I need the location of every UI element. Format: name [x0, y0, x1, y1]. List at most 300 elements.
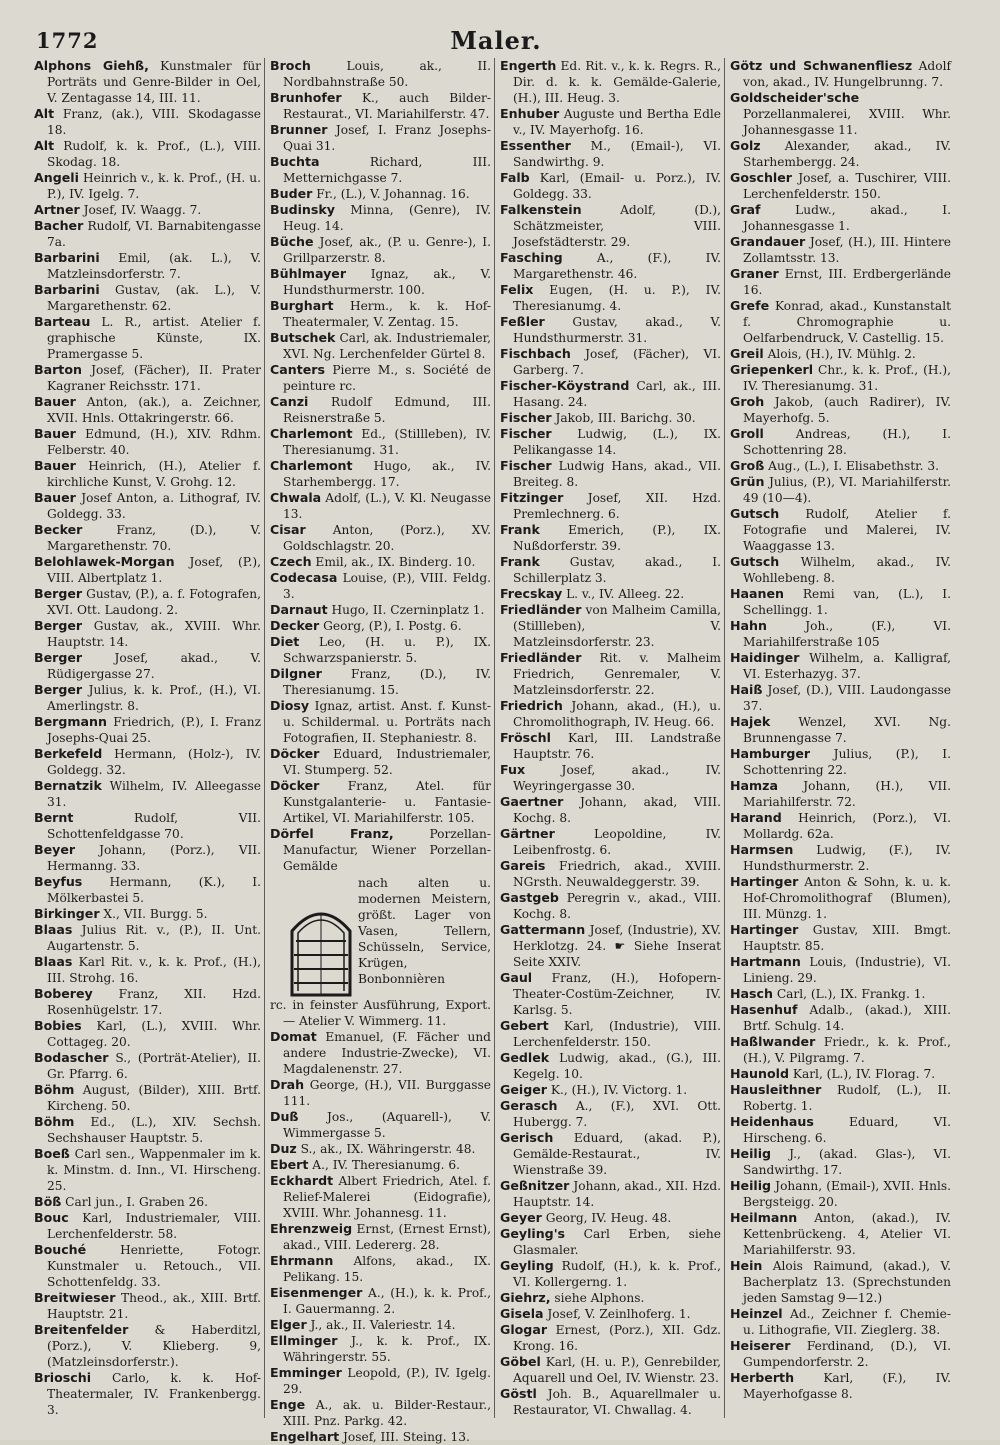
entry-text: L. v., IV. Alleeg. 22. — [562, 587, 685, 601]
entry-name: Döcker — [270, 746, 320, 761]
entry-text: Josef, a. Tuschirer, VIII. Lerchenfelderstr. 150. — [743, 171, 951, 201]
entry-name: Beyer — [34, 842, 76, 857]
entry-text: Ed., (L.), XIV. Sechsh. Sechshauser Hauptstr. 5. — [47, 1115, 261, 1145]
directory-entry — [730, 266, 951, 298]
directory-entry — [730, 1258, 951, 1306]
entry-text: nach alten u. modernen Meistern, größt. Lager von Vasen, Tellern, Schüsseln, Service, Krügen, Bonbonnièren — [358, 876, 491, 986]
directory-entry — [34, 714, 261, 746]
entry-text: Auguste und Bertha Edle v., IV. Mayerhofg. 16. — [513, 107, 721, 137]
entry-name: Alt — [34, 106, 55, 121]
directory-entry — [34, 682, 261, 714]
entry-text: Anton & Sohn, k. u. k. Hof-Chromolithograf (Blumen), III. Münzg. 1. — [743, 875, 951, 921]
entry-text: Johann, (Email-), XVII. Hnls. Bergsteigg. 20. — [743, 1179, 951, 1209]
directory-entry — [270, 875, 491, 997]
entry-name: Emminger — [270, 1365, 342, 1380]
entry-text: von Malheim Camilla, (Stillleben), V. Matzleinsdorferstr. 23. — [513, 603, 721, 649]
entry-text: Josef, I. Franz Josephs-Quai 31. — [283, 123, 491, 153]
entry-name: Falb — [500, 170, 530, 185]
entry-text: Karl, Industriemaler, VIII. Lerchenfelderstr. 58. — [47, 1211, 261, 1241]
entry-text: Emil, ak., IX. Binderg. 10. — [311, 555, 476, 569]
entry-text: Carl, ak. Industriemaler, XVI. Ng. Lerchenfelder Gürtel 8. — [283, 331, 491, 361]
entry-text: Franz, XII. Hzd. Rosenhügelstr. 17. — [47, 987, 261, 1017]
entry-text: Franz, Atel. für Kunstgalanterie- u. Fantasie-Artikel, VI. Mariahilferstr. 105. — [283, 779, 491, 825]
entry-text: Aug., (L.), I. Elisabethstr. 3. — [764, 459, 939, 473]
entry-text: Ignaz, ak., V. Hundsthurmerstr. 100. — [283, 267, 491, 297]
entry-name: Gutsch — [730, 554, 780, 569]
column-3 — [494, 58, 724, 1418]
directory-entry — [500, 1098, 721, 1130]
directory-entry — [730, 1210, 951, 1258]
entry-name: Fasching — [500, 250, 563, 265]
directory-entry — [34, 1322, 261, 1370]
entry-name: Heinzel — [730, 1306, 783, 1321]
entry-name: Hartmann — [730, 954, 801, 969]
entry-text: Eduard, (akad. P.), Gemälde-Restaurat., IV. Wienstraße 39. — [513, 1131, 721, 1177]
directory-entry — [270, 330, 491, 362]
entry-name: Alt — [34, 138, 55, 153]
directory-entry — [270, 1397, 491, 1429]
entry-name: Herberth — [730, 1370, 795, 1385]
entry-text: Adalb., (akad.), XIII. Brtf. Schulg. 14. — [743, 1003, 951, 1033]
directory-entry — [34, 458, 261, 490]
directory-entry — [270, 570, 491, 602]
entry-text: Jakob, III. Barichg. 30. — [551, 411, 696, 425]
directory-entry — [34, 954, 261, 986]
directory-entry — [500, 426, 721, 458]
entry-text: Carl, (L.), IX. Frankg. 1. — [772, 987, 926, 1001]
entry-name: Chwala — [270, 490, 322, 505]
entry-text: Ferdinand, (D.), VI. Gumpendorferstr. 2. — [743, 1339, 951, 1369]
entry-text: Eduard, VI. Hirscheng. 6. — [743, 1115, 951, 1145]
entry-name: Geyling's — [500, 1226, 566, 1241]
directory-entry — [270, 1109, 491, 1141]
entry-text: Josef, III. Steing. 13. — [339, 1430, 470, 1444]
entry-name: Felix — [500, 282, 534, 297]
directory-entry — [34, 1146, 261, 1194]
entry-text: Richard, III. Metternichgasse 7. — [283, 155, 491, 185]
entry-text: Adolf, (D.), Schätzmeister, VIII. Josefstädterstr. 29. — [513, 203, 721, 249]
entry-name: Berger — [34, 650, 83, 665]
entry-name: Heiserer — [730, 1338, 791, 1353]
directory-entry — [500, 650, 721, 698]
entry-name: Bauer — [34, 490, 76, 505]
directory-entry — [730, 554, 951, 586]
entry-text: Julius, k. k. Prof., (H.), VI. Amerlingstr. 8. — [47, 683, 261, 713]
entry-name: Belohlawek-Morgan — [34, 554, 175, 569]
entry-name: Brunner — [270, 122, 328, 137]
entry-name: Groll — [730, 426, 764, 441]
directory-entry — [34, 106, 261, 138]
directory-entry — [730, 1066, 951, 1082]
entry-name: Graf — [730, 202, 761, 217]
entry-name: Duz — [270, 1141, 297, 1156]
entry-text: Josef Anton, a. Lithograf, IV. Goldegg. 33. — [47, 491, 261, 521]
entry-text: Wilhelm, a. Kalligraf, VI. Esterhazyg. 37. — [743, 651, 951, 681]
entry-text: Louis, (Industrie), VI. Linieng. 29. — [743, 955, 951, 985]
directory-entry — [500, 106, 721, 138]
entry-name: Fischbach — [500, 346, 571, 361]
entry-text: Gustav, ak., XVIII. Whr. Hauptstr. 14. — [47, 619, 261, 649]
entry-text: Johann, (H.), VII. Mariahilferstr. 72. — [743, 779, 951, 809]
entry-text: J., k. k. Prof., IX. Währingerstr. 55. — [283, 1334, 491, 1364]
entry-name: Bobies — [34, 1018, 82, 1033]
directory-entry — [270, 1157, 491, 1173]
entry-text: Carlo, k. k. Hof-Theatermaler, IV. Frankenbergg. 3. — [47, 1371, 261, 1417]
entry-text: Anton, (ak.), a. Zeichner, XVII. Hnls. Ottakringerstr. 66. — [47, 395, 261, 425]
entry-text: Johann, (Porz.), VII. Hermanng. 33. — [47, 843, 261, 873]
entry-name: Buder — [270, 186, 313, 201]
directory-entry — [730, 138, 951, 170]
entry-name: Blaas — [34, 922, 73, 937]
entry-name: Bernatzik — [34, 778, 102, 793]
directory-entry — [270, 1365, 491, 1397]
entry-name: Grün — [730, 474, 765, 489]
entry-text: Ludw., akad., I. Johannesgasse 1. — [743, 203, 951, 233]
directory-entry — [34, 810, 261, 842]
entry-name: Böhm — [34, 1082, 75, 1097]
entry-name: Giehrz, — [500, 1290, 551, 1305]
directory-entry — [270, 554, 491, 570]
entry-name: Golz — [730, 138, 761, 153]
entry-text: Jos., (Aquarell-), V. Wimmergasse 5. — [283, 1110, 491, 1140]
entry-text: Gustav, XIII. Bmgt. Hauptstr. 85. — [743, 923, 951, 953]
directory-entry — [270, 698, 491, 746]
entry-text: Julius Rit. v., (P.), II. Unt. Augartenstr. 5. — [47, 923, 261, 953]
entry-name: Berger — [34, 682, 83, 697]
entry-name: Graner — [730, 266, 779, 281]
directory-entry — [500, 762, 721, 794]
entry-name: Buchta — [270, 154, 320, 169]
entry-text: Friedr., k. k. Prof., (H.), V. Pilgramg. 7. — [743, 1035, 951, 1065]
entry-text: Josef, (Industrie), XV. Herklotzg. 24. ☛ Siehe Inserat Seite XXIV. — [513, 923, 721, 969]
directory-entry — [34, 650, 261, 682]
directory-entry — [500, 1178, 721, 1210]
entry-text: Ludwig, akad., (G.), III. Kegelg. 10. — [513, 1051, 721, 1081]
directory-entry — [500, 170, 721, 202]
entry-text: Rudolf Edmund, III. Reisnerstraße 5. — [283, 395, 491, 425]
entry-text: Gustav, akad., I. Schillerplatz 3. — [513, 555, 721, 585]
entry-text: Eugen, (H. u. P.), IV. Theresianumg. 4. — [513, 283, 721, 313]
directory-entry — [270, 1077, 491, 1109]
entry-text: Wilhelm, IV. Alleegasse 31. — [47, 779, 261, 809]
entry-text: Karl Rit. v., k. k. Prof., (H.), III. Strohg. 16. — [47, 955, 261, 985]
entry-text: August, (Bilder), XIII. Brtf. Kircheng. 50. — [47, 1083, 261, 1113]
directory-entry — [500, 410, 721, 426]
entry-name: Bouc — [34, 1210, 69, 1225]
directory-entry — [270, 778, 491, 826]
directory-entry — [500, 1130, 721, 1178]
entry-text: Albert Friedrich, Atel. f. Relief-Malerei (Eidografie), XVIII. Whr. Johannesg. 11. — [283, 1174, 491, 1220]
directory-entry — [270, 1317, 491, 1333]
entry-text: L. R., artist. Atelier f. graphische Künste, IX. Pramergasse 5. — [47, 315, 261, 361]
entry-name: Essenther — [500, 138, 571, 153]
entry-text: A., IV. Theresianumg. 6. — [308, 1158, 461, 1172]
directory-entry — [34, 842, 261, 874]
entry-text: Hugo, ak., IV. Starhembergg. 17. — [283, 459, 491, 489]
directory-entry — [500, 586, 721, 602]
entry-text: Herm., k. k. Hof-Theatermaler, V. Zentag. 15. — [283, 299, 491, 329]
page-header — [36, 24, 956, 58]
directory-entry — [270, 826, 491, 874]
entry-text: K., (H.), IV. Victorg. 1. — [546, 1083, 688, 1097]
directory-entry — [500, 1258, 721, 1290]
directory-entry — [270, 202, 491, 234]
entry-name: Hasch — [730, 986, 773, 1001]
entry-text: Josef, (H.), III. Hintere Zollamtsstr. 13. — [743, 235, 951, 265]
entry-name: Blaas — [34, 954, 73, 969]
entry-name: Haunold — [730, 1066, 789, 1081]
entry-name: Fischer — [500, 410, 552, 425]
directory-entry — [500, 490, 721, 522]
directory-entry — [270, 458, 491, 490]
directory-entry — [34, 426, 261, 458]
directory-entry — [500, 202, 721, 250]
entry-text: Carl Erben, siehe Glasmaler. — [513, 1227, 721, 1257]
entry-name: Bauer — [34, 458, 76, 473]
entry-text: Minna, (Genre), IV. Heug. 14. — [283, 203, 491, 233]
directory-entry — [34, 1114, 261, 1146]
entry-name: Gaertner — [500, 794, 564, 809]
entry-name: Hausleithner — [730, 1082, 822, 1097]
entry-name: Boberey — [34, 986, 93, 1001]
ad-text — [358, 875, 491, 987]
entry-name: Berger — [34, 586, 83, 601]
entry-name: Fischer — [500, 458, 552, 473]
entry-text: Joh. B., Aquarellmaler u. Restaurator, VI. Chwallag. 4. — [513, 1387, 721, 1417]
directory-entry — [34, 202, 261, 218]
entry-text: Gustav, akad., V. Hundsthurmerstr. 31. — [513, 315, 721, 345]
directory-entry — [500, 698, 721, 730]
directory-entry — [270, 522, 491, 554]
directory-entry — [270, 618, 491, 634]
entry-name: Canzi — [270, 394, 309, 409]
directory-columns — [34, 58, 954, 1444]
directory-entry — [730, 746, 951, 778]
entry-text: Gustav, (P.), a. f. Fotografen, XVI. Ott. Laudong. 2. — [47, 587, 261, 617]
entry-text: rc. in feinster Ausführung, Export. — Atelier V. Wimmerg. 11. — [270, 998, 491, 1028]
entry-text: Ignaz, artist. Anst. f. Kunst- u. Schildermal. u. Porträts nach Fotografien, II. Stephaniestr. 8. — [283, 699, 491, 745]
directory-entry — [34, 586, 261, 618]
entry-name: Hamza — [730, 778, 778, 793]
entry-name: Bernt — [34, 810, 74, 825]
directory-entry — [270, 186, 491, 202]
directory-entry — [34, 490, 261, 522]
entry-text: Carl jun., I. Graben 26. — [61, 1195, 208, 1209]
entry-name: Angeli — [34, 170, 79, 185]
directory-entry — [270, 298, 491, 330]
entry-name: Fitzinger — [500, 490, 564, 505]
entry-text: A., (F.), XVI. Ott. Hubergg. 7. — [513, 1099, 721, 1129]
entry-name: Hamburger — [730, 746, 811, 761]
entry-name: Böhm — [34, 1114, 75, 1129]
entry-text: A., (F.), IV. Margarethenstr. 46. — [513, 251, 721, 281]
entry-name: Gerasch — [500, 1098, 558, 1113]
directory-entry — [270, 1285, 491, 1317]
entry-name: Dilgner — [270, 666, 322, 681]
directory-entry — [34, 394, 261, 426]
entry-text: Ludwig, (F.), IV. Hundsthurmerstr. 2. — [743, 843, 951, 873]
entry-text: Ludwig, (L.), IX. Pelikangasse 14. — [513, 427, 721, 457]
entry-name: Frank — [500, 554, 540, 569]
entry-text: J., ak., II. Valeriestr. 14. — [306, 1318, 456, 1332]
directory-entry — [500, 378, 721, 410]
directory-entry — [500, 1306, 721, 1322]
directory-entry — [500, 1082, 721, 1098]
entry-text: Ad., Zeichner f. Chemie- u. Lithografie, VII. Zieglerg. 38. — [743, 1307, 951, 1337]
entry-name: Hasenhuf — [730, 1002, 798, 1017]
directory-entry — [34, 986, 261, 1018]
entry-text: Kunstmaler für Porträts und Genre-Bilder in Oel, V. Zentagasse 14, III. 11. — [47, 59, 261, 105]
entry-text: Karl, III. Landstraße Hauptstr. 76. — [513, 731, 721, 761]
directory-entry — [270, 90, 491, 122]
directory-entry — [730, 810, 951, 842]
entry-name: Harmsen — [730, 842, 794, 857]
entry-text: Emil, (ak. L.), V. Matzleinsdorferstr. 7. — [47, 251, 261, 281]
entry-text: Franz, (D.), V. Margarethenstr. 70. — [47, 523, 261, 553]
column-1 — [34, 58, 264, 1418]
entry-name: Heilmann — [730, 1210, 798, 1225]
directory-entry — [730, 58, 951, 90]
entry-text: Johann, akad, VIII. Kochg. 8. — [513, 795, 721, 825]
entry-text: Josef, IV. Waagg. 7. — [79, 203, 202, 217]
entry-text: Leo, (H. u. P.), IX. Schwarzspanierstr. 5. — [283, 635, 491, 665]
directory-entry — [500, 1226, 721, 1258]
entry-name: Gastgeb — [500, 890, 559, 905]
entry-name: Dörfel Franz, — [270, 826, 394, 841]
entry-text: Karl, (Industrie), VIII. Lerchenfelderstr. 150. — [513, 1019, 721, 1049]
entry-name: Heidenhaus — [730, 1114, 814, 1129]
entry-text: & Haberditzl, (Porz.), V. Klieberg. 9, (Matzleinsdorferstr.). — [47, 1323, 261, 1369]
directory-entry — [500, 970, 721, 1018]
entry-name: Falkenstein — [500, 202, 582, 217]
entry-name: Drah — [270, 1077, 305, 1092]
entry-name: Bauer — [34, 426, 76, 441]
entry-text: Rudolf, Atelier f. Fotografie und Malerei, IV. Waaggasse 13. — [743, 507, 951, 553]
entry-text: Heinrich, (H.), Atelier f. kirchliche Kunst, V. Grohg. 12. — [47, 459, 261, 489]
directory-entry — [730, 234, 951, 266]
directory-entry — [270, 1141, 491, 1157]
directory-entry — [730, 1146, 951, 1178]
entry-name: Greil — [730, 346, 764, 361]
entry-text: Ernest, (Porz.), XII. Gdz. Krong. 16. — [513, 1323, 721, 1353]
directory-entry — [500, 922, 721, 970]
entry-text: Josef, (D.), VIII. Laudongasse 37. — [743, 683, 951, 713]
directory-entry — [270, 1173, 491, 1221]
directory-entry — [270, 58, 491, 90]
entry-text: Josef, (Fächer), II. Prater Kagraner Reichsstr. 171. — [47, 363, 261, 393]
entry-text: Friedrich, akad., XVIII. NGrsth. Neuwaldeggerstr. 39. — [513, 859, 721, 889]
entry-name: Gedlek — [500, 1050, 550, 1065]
directory-entry — [730, 682, 951, 714]
entry-text: Alexander, akad., IV. Starhembergg. 24. — [743, 139, 951, 169]
entry-text: Franz, (ak.), VIII. Skodagasse 18. — [47, 107, 261, 137]
directory-entry — [34, 314, 261, 362]
entry-name: Brioschi — [34, 1370, 92, 1385]
directory-entry — [500, 858, 721, 890]
entry-text: Ed., (Stillleben), IV. Theresianumg. 31. — [283, 427, 491, 457]
directory-entry — [500, 890, 721, 922]
entry-text: Josef, (Fächer), VI. Garberg. 7. — [513, 347, 721, 377]
entry-name: Haidinger — [730, 650, 800, 665]
entry-text: Theod., ak., XIII. Brtf. Hauptstr. 21. — [47, 1291, 261, 1321]
entry-name: Friedländer — [500, 650, 582, 665]
entry-name: Diosy — [270, 698, 310, 713]
entry-text: S., ak., IX. Währingerstr. 48. — [296, 1142, 476, 1156]
directory-entry — [500, 346, 721, 378]
directory-entry — [730, 986, 951, 1002]
entry-name: Artner — [34, 202, 80, 217]
entry-name: Charlemont — [270, 458, 353, 473]
directory-entry — [500, 522, 721, 554]
entry-name: Berkefeld — [34, 746, 103, 761]
entry-name: Alphons Giehß, — [34, 58, 149, 73]
directory-entry — [730, 506, 951, 554]
entry-text: Chr., k. k. Prof., (H.), IV. Theresianumg. 31. — [743, 363, 951, 393]
entry-name: Bauer — [34, 394, 76, 409]
entry-text: Pierre M., s. Société de peinture rc. — [283, 363, 491, 393]
entry-name: Bergmann — [34, 714, 107, 729]
directory-entry — [34, 906, 261, 922]
entry-name: Hahn — [730, 618, 767, 633]
entry-text: Hermann, (K.), I. Mölkerbastei 5. — [47, 875, 261, 905]
entry-name: Fischer-Köystrand — [500, 378, 630, 393]
directory-entry — [500, 794, 721, 826]
directory-entry — [270, 362, 491, 394]
entry-text: M., (Email-), VI. Sandwirthg. 9. — [513, 139, 721, 169]
entry-name: Decker — [270, 618, 320, 633]
directory-entry — [34, 282, 261, 314]
entry-name: Göstl — [500, 1386, 537, 1401]
directory-entry — [730, 1034, 951, 1066]
entry-text: Josef, V. Zeinlhoferg. 1. — [543, 1307, 691, 1321]
entry-name: Gerisch — [500, 1130, 554, 1145]
entry-name: Heilig — [730, 1146, 772, 1161]
entry-name: Birkinger — [34, 906, 100, 921]
entry-text: Ernst, III. Erdbergerlände 16. — [743, 267, 951, 297]
directory-entry — [730, 1114, 951, 1146]
entry-text: Josef, ak., (P. u. Genre-), I. Grillparzerstr. 8. — [283, 235, 491, 265]
directory-entry — [270, 746, 491, 778]
entry-name: Becker — [34, 522, 83, 537]
entry-name: Diet — [270, 634, 300, 649]
directory-entry — [500, 1050, 721, 1082]
entry-name: Hajek — [730, 714, 771, 729]
entry-name: Gaul — [500, 970, 533, 985]
entry-name: Cisar — [270, 522, 306, 537]
entry-name: Enhuber — [500, 106, 560, 121]
entry-name: Fischer — [500, 426, 552, 441]
entry-name: Elger — [270, 1317, 307, 1332]
directory-entry — [500, 458, 721, 490]
entry-text: S., (Porträt-Atelier), II. Gr. Pfarrg. 6. — [47, 1051, 261, 1081]
entry-name: Eisenmenger — [270, 1285, 363, 1300]
entry-name: Geyer — [500, 1210, 542, 1225]
entry-text: Carl, ak., III. Hasang. 24. — [513, 379, 721, 409]
entry-text: Remi van, (L.), I. Schellingg. 1. — [743, 587, 951, 617]
entry-name: Haanen — [730, 586, 785, 601]
entry-name: Burghart — [270, 298, 334, 313]
directory-entry — [270, 602, 491, 618]
directory-entry — [270, 122, 491, 154]
entry-text: Rudolf, VII. Schottenfeldgasse 70. — [47, 811, 261, 841]
directory-entry — [730, 954, 951, 986]
directory-entry — [34, 874, 261, 906]
directory-entry — [500, 1386, 721, 1418]
entry-text: Carl sen., Wappenmaler im k. k. Minstm. d. Inn., VI. Hirscheng. 25. — [47, 1147, 261, 1193]
directory-entry — [730, 842, 951, 874]
directory-entry — [500, 730, 721, 762]
entry-text: Wenzel, XVI. Ng. Brunnengasse 7. — [743, 715, 951, 745]
